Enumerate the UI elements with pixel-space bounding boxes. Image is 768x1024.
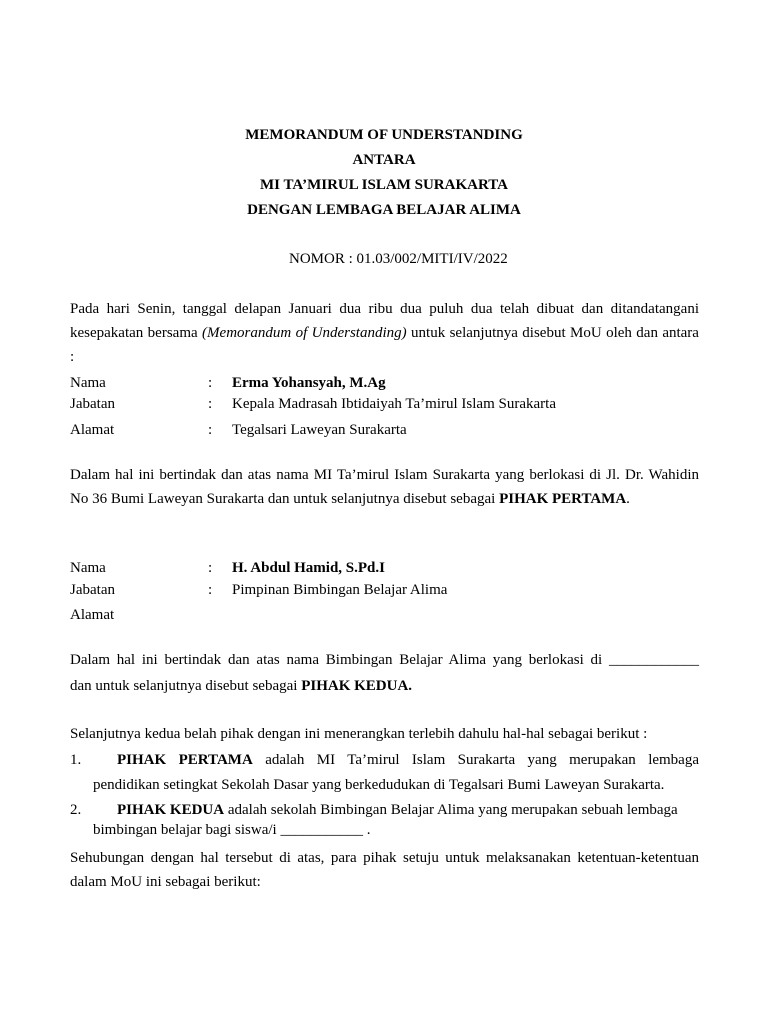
- party1-position-value: Kepala Madrasah Ibtidaiyah Ta’mirul Islam Surakarta: [232, 396, 556, 412]
- party2-statement-line2: [70, 678, 412, 695]
- title-line-party1: MI TA’MIRUL ISLAM SURAKARTA: [260, 177, 508, 193]
- party1-address-row: [70, 422, 700, 442]
- list-item-1-line1-content: [117, 752, 699, 769]
- party1-statement-a: Dalam hal ini bertindak dan atas nama MI Ta’mirul Islam Surakarta yang berlokasi di Jl. Dr. Wahidin No 36 Bumi Laweyan Surakarta dan untuk selanjutnya disebut sebagai: [70, 467, 699, 507]
- party1-name-label: Nama: [70, 375, 106, 391]
- intro-text-italic: (Memorandum of Understanding): [202, 325, 407, 341]
- list-item-2-line2: bimbingan belajar bagi siswa/i ___________ .: [93, 822, 371, 838]
- title-line-party2: DENGAN LEMBAGA BELAJAR ALIMA: [247, 202, 521, 218]
- list-item-2-text1: adalah sekolah Bimbingan Belajar Alima yang merupakan sebuah lembaga: [224, 802, 678, 818]
- colon: :: [208, 560, 213, 576]
- party1-position-label: Jabatan: [70, 396, 115, 412]
- party2-name-value: H. Abdul Hamid, S.Pd.I: [232, 560, 385, 576]
- party2-designation: PIHAK KEDUA.: [301, 678, 413, 694]
- colon: :: [208, 375, 213, 391]
- intro-text-a: Pada hari Senin, tanggal delapan Januari dua ribu dua puluh dua telah dibuat dan ditandatangani kesepakatan bersama: [70, 301, 699, 341]
- list-item-1-line2: pendidikan setingkat Sekolah Dasar yang berkedudukan di Tegalsari Bumi Laweyan Surakarta.: [93, 777, 665, 793]
- party1-address-label: Alamat: [70, 422, 115, 438]
- colon: :: [208, 396, 213, 412]
- list-item-1-text1: adalah MI Ta’mirul Islam Surakarta yang merupakan lembaga: [252, 752, 699, 768]
- list-item-1-bold: PIHAK PERTAMA: [117, 752, 253, 768]
- party2-statement-a: dan untuk selanjutnya disebut sebagai: [70, 678, 302, 694]
- intro-text-b: untuk selanjutnya disebut MoU oleh dan antara :: [70, 325, 699, 365]
- party2-address-label: Alamat: [70, 607, 115, 623]
- party2-statement-line1-text: Dalam hal ini bertindak dan atas nama Bimbingan Belajar Alima yang berlokasi di ____________: [70, 652, 699, 668]
- document-title: MEMORANDUM OF UNDERSTANDING: [245, 127, 523, 143]
- colon: :: [208, 582, 213, 598]
- intro-paragraph: [70, 297, 699, 369]
- document-number: NOMOR : 01.03/002/MITI/IV/2022: [289, 251, 508, 267]
- party2-statement-line1: [70, 652, 699, 669]
- colon: :: [208, 422, 213, 438]
- party2-position-value: Pimpinan Bimbingan Belajar Alima: [232, 582, 448, 598]
- party2-position-label: Jabatan: [70, 582, 115, 598]
- party1-designation: PIHAK PERTAMA: [499, 491, 627, 507]
- explanation-lead: Selanjutnya kedua belah pihak dengan ini menerangkan terlebih dahulu hal-hal sebagai berikut :: [70, 726, 648, 742]
- list-item-1-line1: [117, 752, 699, 769]
- party1-statement-b: .: [626, 491, 630, 507]
- party2-name-row: [70, 560, 700, 580]
- list-item-1-number: 1.: [70, 752, 82, 768]
- party1-statement: [70, 463, 699, 511]
- list-item-2-line1: [117, 802, 678, 819]
- party1-name-row: [70, 375, 700, 395]
- title-line-antara: ANTARA: [352, 152, 416, 168]
- closing-paragraph: Sehubungan dengan hal tersebut di atas, para pihak setuju untuk melaksanakan ketentuan-ketentuan dalam MoU ini sebagai berikut:: [70, 850, 699, 890]
- party1-address-value: Tegalsari Laweyan Surakarta: [232, 422, 407, 438]
- party1-name-value: Erma Yohansyah, M.Ag: [232, 375, 386, 391]
- list-item-2-bold: PIHAK KEDUA: [117, 802, 225, 818]
- party2-name-label: Nama: [70, 560, 106, 576]
- party1-position-row: [70, 396, 700, 416]
- party2-position-row: [70, 582, 700, 602]
- party2-address-row: [70, 607, 700, 627]
- list-item-2-number: 2.: [70, 802, 82, 818]
